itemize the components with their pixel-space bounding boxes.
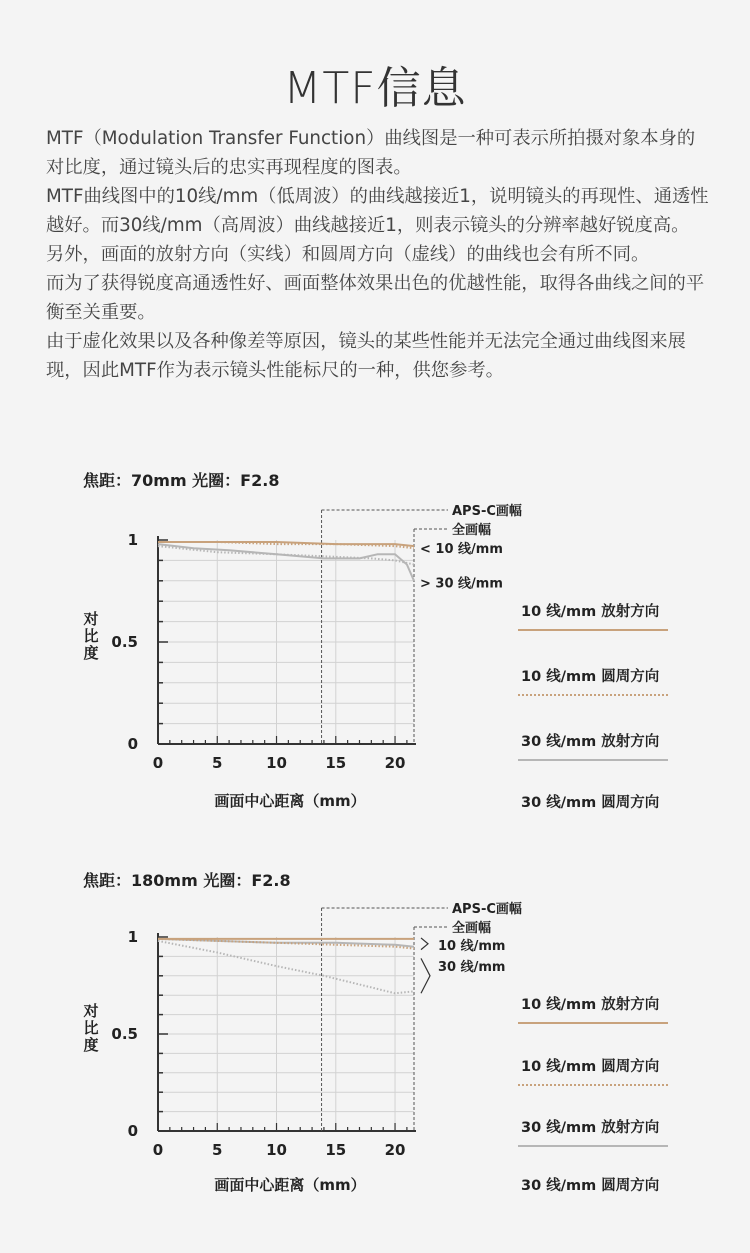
apsc-label: APS-C画幅 <box>452 902 522 917</box>
bracket-30lp <box>421 958 430 993</box>
legend-label: 30 线/mm 圆周方向 <box>521 795 660 811</box>
chart-2-title: 焦距：180mm 光圈：F2.8 <box>83 871 291 890</box>
legend-swatch-dotted-10 <box>518 694 668 696</box>
x-tick-label: 10 <box>266 754 287 772</box>
intro-text <box>46 124 711 385</box>
fullframe-label: 全画幅 <box>452 523 492 538</box>
bracket-10lp <box>421 938 428 950</box>
legend-label: 10 线/mm 放射方向 <box>521 604 660 620</box>
y-tick-label: 0.5 <box>111 633 138 651</box>
y-axis-label: 对比度 <box>83 1002 99 1054</box>
intro-paragraph: MTF曲线图中的10线/mm（低周波）的曲线越接近1，说明镜头的再现性、通透性越好。而30线/mm（高周波）曲线越接近1，则表示镜头的分辨率越好锐度高。 <box>46 186 709 236</box>
chart-1-title: 焦距：70mm 光圈：F2.8 <box>83 471 280 490</box>
y-tick-label: 0.5 <box>111 1025 138 1043</box>
legend-label: 30 线/mm 圆周方向 <box>521 1178 660 1194</box>
legend-item <box>518 600 668 640</box>
legend-item <box>518 1174 668 1214</box>
legend-label: 30 线/mm 放射方向 <box>521 1120 660 1136</box>
legend-swatch-solid-10 <box>518 1022 668 1024</box>
legend-item <box>518 1055 668 1095</box>
legend-swatch-solid-30 <box>518 1145 668 1147</box>
intro-paragraph: 由于虚化效果以及各种像差等原因，镜头的某些性能并无法完全通过曲线图来展现，因此MTF作为表示镜头性能标尺的一种，供您参考。 <box>46 331 686 381</box>
y-tick-label: 0 <box>127 735 138 753</box>
legend-swatch-solid-10 <box>518 629 668 631</box>
page-title: MTF信息 <box>283 63 467 114</box>
intro-paragraph: MTF（Modulation Transfer Function）曲线图是一种可表示所拍摄对象本身的对比度，通过镜头后的忠实再现程度的图表。 <box>46 128 696 178</box>
legend-item <box>518 791 668 831</box>
x-axis-label: 画面中心距离（mm） <box>214 792 366 810</box>
legend-item <box>518 665 668 705</box>
intro-paragraph: 另外，画面的放射方向（实线）和圆周方向（虚线）的曲线也会有所不同。 <box>46 244 650 265</box>
x-tick-label: 15 <box>325 754 347 772</box>
apsc-label: APS-C画幅 <box>452 504 522 519</box>
annotation-30lp: 30 线/mm <box>438 960 506 976</box>
fullframe-label: 全画幅 <box>452 921 492 936</box>
x-axis-label: 画面中心距离（mm） <box>214 1176 366 1194</box>
x-tick-label: 0 <box>152 1141 164 1159</box>
legend-swatch-dotted-10 <box>518 1084 668 1086</box>
chart-1-plot <box>0 490 520 830</box>
x-tick-label: 20 <box>384 754 406 772</box>
legend-label: 10 线/mm 放射方向 <box>521 997 660 1013</box>
x-tick-label: 5 <box>212 1141 223 1159</box>
annotation-10lp: 10 线/mm <box>438 938 506 954</box>
legend-label: 30 线/mm 放射方向 <box>521 734 660 750</box>
mtf-series-30-dotted <box>158 941 414 993</box>
x-tick-label: 20 <box>384 1141 406 1159</box>
legend-swatch-solid-30 <box>518 759 668 761</box>
y-tick-label: 1 <box>127 928 138 946</box>
legend-label: 10 线/mm 圆周方向 <box>521 669 660 685</box>
chart-2-plot <box>0 890 520 1210</box>
annotation-10lp: < 10 线/mm <box>420 542 503 558</box>
y-tick-label: 0 <box>127 1122 138 1140</box>
annotation-30lp: > 30 线/mm <box>420 576 503 592</box>
legend-label: 10 线/mm 圆周方向 <box>521 1059 660 1075</box>
legend-item <box>518 1116 668 1156</box>
x-tick-label: 5 <box>212 754 223 772</box>
intro-paragraph: 而为了获得锐度高通透性好、画面整体效果出色的优越性能，取得各曲线之间的平衡至关重要。 <box>46 273 705 323</box>
x-tick-label: 15 <box>325 1141 347 1159</box>
y-tick-label: 1 <box>127 531 138 549</box>
y-axis-label: 对比度 <box>83 610 99 662</box>
x-tick-label: 0 <box>152 754 164 772</box>
x-tick-label: 10 <box>266 1141 287 1159</box>
legend-item <box>518 730 668 770</box>
legend-item <box>518 993 668 1033</box>
